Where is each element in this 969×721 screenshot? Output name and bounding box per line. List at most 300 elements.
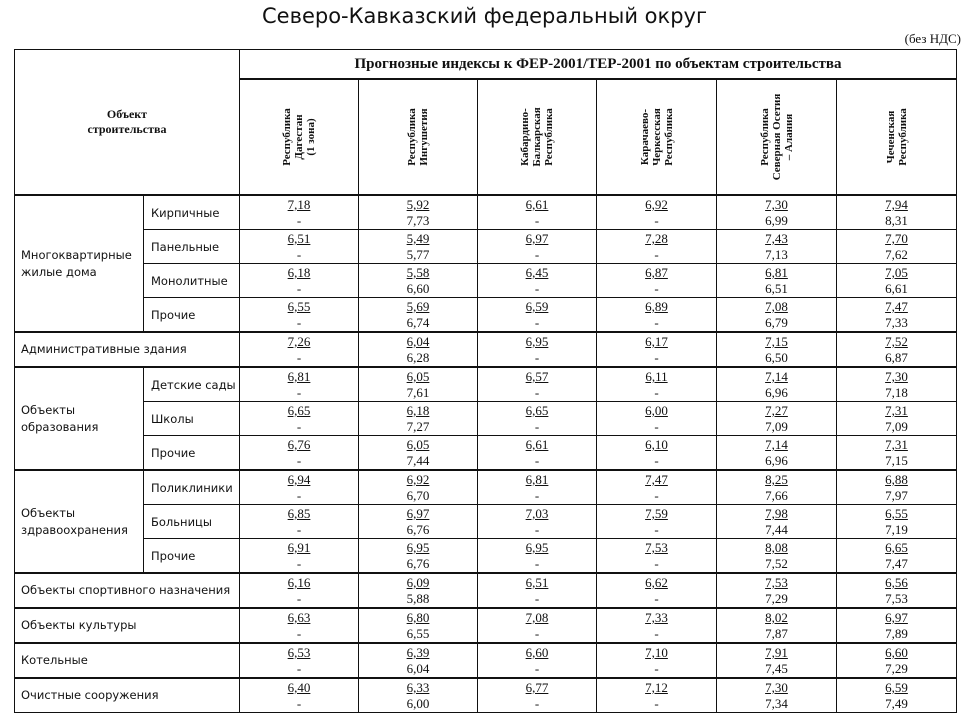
- index-value-cell: [837, 505, 957, 539]
- index-top-value: 7,33: [645, 610, 668, 625]
- index-value-cell: [717, 195, 837, 230]
- index-value-cell: [478, 195, 597, 230]
- index-top-value: 7,30: [765, 680, 788, 695]
- index-bottom-value: 6,70: [406, 488, 430, 503]
- index-value-cell: [240, 573, 359, 608]
- object-subtype-label: Прочие: [151, 548, 196, 563]
- index-top-value: 6,91: [287, 540, 311, 555]
- table-row: [15, 436, 957, 471]
- object-subtype-cell: [144, 539, 240, 574]
- index-bottom-value: -: [534, 696, 540, 711]
- index-bottom-value: -: [534, 522, 540, 537]
- index-bottom-value: -: [534, 281, 540, 296]
- index-top-value: 6,04: [406, 334, 430, 349]
- index-top-value: 6,76: [287, 437, 311, 452]
- table-row: [15, 505, 957, 539]
- object-group-cell: [15, 332, 240, 367]
- index-value-cell: [240, 230, 359, 264]
- index-top-value: 8,08: [765, 540, 788, 555]
- index-value-cell: [837, 470, 957, 505]
- index-value-cell: [597, 470, 717, 505]
- index-top-value: 7,70: [885, 231, 908, 246]
- republic-header-cell: [240, 79, 359, 195]
- index-top-value: 6,85: [287, 506, 311, 521]
- index-bottom-value: -: [534, 213, 540, 228]
- index-value-cell: [359, 436, 478, 471]
- index-bottom-value: -: [296, 522, 302, 537]
- index-value-cell: [240, 539, 359, 574]
- table-row: [15, 367, 957, 402]
- index-bottom-value: -: [654, 591, 659, 606]
- index-top-value: 6,56: [885, 575, 908, 590]
- index-top-value: 5,69: [406, 299, 430, 314]
- republic-header-cell: [597, 79, 717, 195]
- object-subtype-cell: [144, 470, 240, 505]
- index-value-cell: [359, 230, 478, 264]
- index-bottom-value: -: [296, 696, 302, 711]
- index-bottom-value: 7,62: [885, 247, 908, 262]
- index-value-cell: [717, 264, 837, 298]
- index-value-cell: [597, 264, 717, 298]
- index-bottom-value: -: [296, 453, 302, 468]
- index-bottom-value: 6,55: [406, 626, 430, 641]
- index-value-cell: [717, 573, 837, 608]
- index-bottom-value: -: [296, 661, 302, 676]
- index-value-cell: [597, 573, 717, 608]
- index-top-value: 6,18: [287, 265, 311, 280]
- index-bottom-value: 7,53: [885, 591, 908, 606]
- object-subtype-label: Монолитные: [151, 273, 228, 288]
- index-value-cell: [837, 436, 957, 471]
- index-bottom-value: -: [654, 488, 659, 503]
- index-bottom-value: -: [654, 350, 659, 365]
- index-top-value: 6,60: [885, 645, 908, 660]
- object-group-cell: [15, 470, 144, 573]
- index-value-cell: [837, 195, 957, 230]
- index-bottom-value: -: [654, 696, 659, 711]
- index-bottom-value: 6,76: [406, 522, 430, 537]
- index-value-cell: [478, 367, 597, 402]
- index-bottom-value: 6,96: [765, 453, 788, 468]
- republic-label: Кабардино- Балкарская Республика: [519, 107, 555, 167]
- object-group-cell: [15, 367, 144, 470]
- index-top-value: 7,14: [765, 369, 788, 384]
- object-group-cell: [15, 608, 240, 643]
- object-subtype-cell: [144, 298, 240, 333]
- index-value-cell: [240, 332, 359, 367]
- index-value-cell: [597, 332, 717, 367]
- index-top-value: 5,92: [406, 197, 430, 212]
- index-top-value: 7,53: [765, 575, 788, 590]
- index-bottom-value: 7,66: [765, 488, 788, 503]
- index-bottom-value: -: [534, 419, 540, 434]
- index-bottom-value: 7,29: [885, 661, 908, 676]
- index-value-cell: [240, 367, 359, 402]
- index-bottom-value: 6,60: [406, 281, 430, 296]
- index-bottom-value: 7,09: [885, 419, 908, 434]
- index-top-value: 6,81: [525, 472, 549, 487]
- index-top-value: 7,15: [765, 334, 788, 349]
- index-bottom-value: -: [534, 556, 540, 571]
- index-bottom-value: 7,49: [885, 696, 908, 711]
- index-top-value: 6,61: [525, 437, 549, 452]
- index-bottom-value: -: [534, 591, 540, 606]
- index-top-value: 6,87: [645, 265, 668, 280]
- index-value-cell: [837, 332, 957, 367]
- index-value-cell: [478, 643, 597, 678]
- index-bottom-value: 6,28: [406, 350, 430, 365]
- object-subtype-label: Панельные: [151, 239, 220, 254]
- index-value-cell: [837, 264, 957, 298]
- index-bottom-value: 5,88: [406, 591, 430, 606]
- index-value-cell: [359, 402, 478, 436]
- republic-label: Республика Дагестан (1 зона): [281, 108, 317, 166]
- index-bottom-value: 7,89: [885, 626, 908, 641]
- index-value-cell: [597, 402, 717, 436]
- index-table: [14, 49, 957, 713]
- index-top-value: 6,65: [885, 540, 908, 555]
- index-value-cell: [478, 505, 597, 539]
- index-bottom-value: 7,34: [765, 696, 788, 711]
- index-top-value: 6,17: [645, 334, 668, 349]
- index-top-value: 6,92: [645, 197, 668, 212]
- index-value-cell: [478, 402, 597, 436]
- index-value-cell: [837, 608, 957, 643]
- table-row: [15, 643, 957, 678]
- index-bottom-value: 6,51: [765, 281, 788, 296]
- index-bottom-value: -: [296, 247, 302, 262]
- index-top-value: 6,81: [287, 369, 311, 384]
- index-bottom-value: -: [534, 247, 540, 262]
- index-bottom-value: 7,29: [765, 591, 788, 606]
- object-subtype-label: Кирпичные: [151, 205, 220, 220]
- index-value-cell: [597, 195, 717, 230]
- table-row: [15, 332, 957, 367]
- object-subtype-label: Прочие: [151, 307, 196, 322]
- index-top-value: 7,30: [765, 197, 788, 212]
- index-value-cell: [837, 573, 957, 608]
- object-subtype-label: Поликлиники: [151, 480, 233, 495]
- index-value-cell: [478, 298, 597, 333]
- index-top-value: 7,10: [645, 645, 668, 660]
- index-value-cell: [359, 195, 478, 230]
- index-value-cell: [837, 367, 957, 402]
- index-value-cell: [597, 643, 717, 678]
- object-group-label: Объекты здравоохранения: [21, 505, 128, 537]
- table-row: [15, 402, 957, 436]
- index-value-cell: [359, 332, 478, 367]
- index-top-value: 7,47: [885, 299, 908, 314]
- index-value-cell: [240, 402, 359, 436]
- index-bottom-value: 7,15: [885, 453, 908, 468]
- index-value-cell: [717, 643, 837, 678]
- index-top-value: 7,18: [287, 197, 311, 212]
- object-group-cell: [15, 195, 144, 332]
- republic-label: Чеченская Республика: [884, 108, 909, 166]
- index-value-cell: [478, 608, 597, 643]
- index-top-value: 7,08: [525, 610, 549, 625]
- table-body: [15, 50, 957, 713]
- object-subtype-cell: [144, 195, 240, 230]
- index-value-cell: [717, 402, 837, 436]
- object-subtype-label: Прочие: [151, 445, 196, 460]
- index-value-cell: [240, 298, 359, 333]
- index-bottom-value: -: [296, 350, 302, 365]
- republic-header-cell: [359, 79, 478, 195]
- index-value-cell: [597, 436, 717, 471]
- index-value-cell: [717, 436, 837, 471]
- index-bottom-value: 6,74: [406, 315, 430, 330]
- object-group-label: Объекты образования: [21, 402, 99, 434]
- index-top-value: 6,97: [525, 231, 549, 246]
- index-bottom-value: -: [654, 453, 659, 468]
- index-top-value: 7,53: [645, 540, 668, 555]
- index-top-value: 7,30: [885, 369, 908, 384]
- index-top-value: 6,97: [885, 610, 908, 625]
- index-top-value: 7,47: [645, 472, 668, 487]
- index-value-cell: [359, 264, 478, 298]
- index-top-value: 6,55: [287, 299, 311, 314]
- index-value-cell: [240, 643, 359, 678]
- index-top-value: 7,27: [765, 403, 788, 418]
- index-value-cell: [240, 608, 359, 643]
- index-top-value: 6,10: [645, 437, 668, 452]
- index-bottom-value: 6,04: [406, 661, 430, 676]
- index-value-cell: [478, 573, 597, 608]
- index-top-value: 7,31: [885, 403, 908, 418]
- index-top-value: 7,52: [885, 334, 908, 349]
- header-main-label: Прогнозные индексы к ФЕР-2001/ТЕР-2001 по объектам строительства: [354, 55, 842, 72]
- index-value-cell: [478, 332, 597, 367]
- table-row: [15, 678, 957, 713]
- index-value-cell: [240, 195, 359, 230]
- index-value-cell: [478, 436, 597, 471]
- index-bottom-value: 7,13: [765, 247, 788, 262]
- index-bottom-value: -: [296, 419, 302, 434]
- index-top-value: 7,08: [765, 299, 788, 314]
- index-value-cell: [240, 505, 359, 539]
- header-object-label: Объект строительства: [87, 107, 167, 136]
- index-value-cell: [717, 332, 837, 367]
- index-bottom-value: -: [654, 419, 659, 434]
- index-top-value: 6,00: [645, 403, 668, 418]
- index-bottom-value: 7,27: [406, 419, 430, 434]
- object-group-label: Объекты культуры: [21, 618, 137, 632]
- object-subtype-label: Детские сады: [151, 377, 236, 392]
- index-bottom-value: 6,79: [765, 315, 788, 330]
- index-value-cell: [359, 505, 478, 539]
- index-top-value: 6,39: [406, 645, 430, 660]
- index-bottom-value: -: [296, 591, 302, 606]
- index-bottom-value: -: [654, 247, 659, 262]
- index-value-cell: [240, 264, 359, 298]
- index-bottom-value: 7,44: [406, 453, 430, 468]
- index-value-cell: [837, 298, 957, 333]
- index-value-cell: [837, 402, 957, 436]
- index-top-value: 6,45: [525, 265, 549, 280]
- index-top-value: 6,95: [406, 540, 430, 555]
- index-top-value: 7,59: [645, 506, 668, 521]
- index-bottom-value: 6,99: [765, 213, 788, 228]
- index-top-value: 7,94: [885, 197, 908, 212]
- index-top-value: 6,95: [525, 334, 549, 349]
- index-top-value: 7,43: [765, 231, 788, 246]
- index-top-value: 6,59: [525, 299, 549, 314]
- index-top-value: 7,98: [765, 506, 788, 521]
- object-subtype-cell: [144, 367, 240, 402]
- object-subtype-label: Больницы: [151, 514, 212, 529]
- index-value-cell: [359, 298, 478, 333]
- header-object-cell: [15, 50, 240, 196]
- index-bottom-value: 7,87: [765, 626, 788, 641]
- index-value-cell: [359, 539, 478, 574]
- index-bottom-value: 7,61: [406, 385, 430, 400]
- index-bottom-value: 6,87: [885, 350, 908, 365]
- index-top-value: 7,26: [287, 334, 311, 349]
- index-bottom-value: -: [296, 556, 302, 571]
- index-top-value: 8,25: [765, 472, 788, 487]
- object-group-label: Многоквартирные жилые дома: [21, 247, 132, 279]
- index-bottom-value: -: [654, 385, 659, 400]
- republic-label: Республика Ингушетия: [406, 108, 430, 166]
- index-bottom-value: 7,52: [765, 556, 788, 571]
- index-bottom-value: 6,00: [406, 696, 430, 711]
- index-bottom-value: -: [654, 661, 659, 676]
- index-value-cell: [597, 230, 717, 264]
- index-top-value: 6,97: [406, 506, 430, 521]
- index-value-cell: [597, 298, 717, 333]
- index-bottom-value: 7,18: [885, 385, 908, 400]
- header-main-cell: [240, 50, 957, 80]
- index-top-value: 6,18: [406, 403, 430, 418]
- index-top-value: 7,91: [765, 645, 788, 660]
- index-value-cell: [717, 505, 837, 539]
- index-value-cell: [597, 367, 717, 402]
- index-bottom-value: -: [534, 350, 540, 365]
- index-top-value: 6,11: [645, 369, 668, 384]
- index-top-value: 6,51: [525, 575, 549, 590]
- table-row: [15, 539, 957, 574]
- index-bottom-value: 7,47: [885, 556, 908, 571]
- republic-header-cell: [837, 79, 957, 195]
- index-bottom-value: -: [296, 626, 302, 641]
- index-bottom-value: 7,19: [885, 522, 908, 537]
- object-subtype-cell: [144, 264, 240, 298]
- index-value-cell: [717, 367, 837, 402]
- object-group-cell: [15, 573, 240, 608]
- index-bottom-value: -: [654, 556, 659, 571]
- index-value-cell: [478, 678, 597, 713]
- index-value-cell: [359, 678, 478, 713]
- object-subtype-cell: [144, 505, 240, 539]
- republic-header-cell: [717, 79, 837, 195]
- index-top-value: 5,49: [406, 231, 430, 246]
- index-value-cell: [717, 539, 837, 574]
- index-bottom-value: -: [654, 213, 659, 228]
- table-row: [15, 608, 957, 643]
- index-bottom-value: -: [534, 385, 540, 400]
- table-row: [15, 298, 957, 333]
- index-bottom-value: -: [296, 213, 302, 228]
- index-bottom-value: -: [534, 488, 540, 503]
- index-value-cell: [478, 264, 597, 298]
- index-top-value: 7,05: [885, 265, 908, 280]
- index-value-cell: [717, 608, 837, 643]
- index-top-value: 7,03: [525, 506, 549, 521]
- index-top-value: 6,88: [885, 472, 908, 487]
- object-group-cell: [15, 678, 240, 713]
- republic-label: Карачаево- Черкесская Республика: [638, 108, 675, 166]
- index-value-cell: [359, 608, 478, 643]
- index-bottom-value: 7,73: [406, 213, 430, 228]
- index-top-value: 6,65: [525, 403, 549, 418]
- index-top-value: 6,62: [645, 575, 668, 590]
- index-bottom-value: 6,76: [406, 556, 430, 571]
- index-top-value: 6,61: [525, 197, 549, 212]
- index-value-cell: [478, 230, 597, 264]
- index-bottom-value: -: [296, 315, 302, 330]
- index-top-value: 6,63: [287, 610, 311, 625]
- object-group-cell: [15, 643, 240, 678]
- republic-label: Республика Северная Осетия – Алания: [758, 93, 795, 181]
- index-bottom-value: -: [296, 488, 302, 503]
- index-value-cell: [717, 470, 837, 505]
- object-subtype-cell: [144, 436, 240, 471]
- index-bottom-value: 8,31: [885, 213, 908, 228]
- index-bottom-value: 6,50: [765, 350, 788, 365]
- index-bottom-value: -: [534, 315, 540, 330]
- index-bottom-value: -: [296, 385, 302, 400]
- index-bottom-value: -: [654, 315, 659, 330]
- object-group-label: Котельные: [21, 653, 88, 667]
- object-subtype-label: Школы: [151, 411, 194, 426]
- object-group-label: Объекты спортивного назначения: [21, 583, 231, 597]
- index-value-cell: [359, 470, 478, 505]
- index-value-cell: [240, 436, 359, 471]
- index-value-cell: [597, 608, 717, 643]
- table-row: [15, 264, 957, 298]
- index-top-value: 6,59: [885, 680, 908, 695]
- table-row: [15, 195, 957, 230]
- index-bottom-value: -: [296, 281, 302, 296]
- object-subtype-cell: [144, 230, 240, 264]
- object-group-label: Очистные сооружения: [21, 688, 159, 702]
- index-bottom-value: -: [534, 626, 540, 641]
- index-value-cell: [837, 643, 957, 678]
- index-bottom-value: 7,44: [765, 522, 788, 537]
- index-top-value: 6,89: [645, 299, 668, 314]
- index-top-value: 7,12: [645, 680, 668, 695]
- object-group-label: Административные здания: [21, 342, 187, 356]
- index-top-value: 8,02: [765, 610, 788, 625]
- index-top-value: 6,60: [525, 645, 549, 660]
- object-subtype-cell: [144, 402, 240, 436]
- index-value-cell: [240, 470, 359, 505]
- index-value-cell: [240, 678, 359, 713]
- index-value-cell: [837, 230, 957, 264]
- page-title: Северо-Кавказский федеральный округ: [262, 4, 707, 28]
- index-value-cell: [597, 539, 717, 574]
- republic-header-cell: [478, 79, 597, 195]
- index-top-value: 6,94: [287, 472, 311, 487]
- vat-note: (без НДС): [904, 31, 961, 46]
- index-value-cell: [478, 539, 597, 574]
- index-top-value: 6,16: [287, 575, 311, 590]
- index-value-cell: [359, 643, 478, 678]
- index-bottom-value: -: [654, 522, 659, 537]
- index-top-value: 6,53: [287, 645, 311, 660]
- index-bottom-value: 6,61: [885, 281, 908, 296]
